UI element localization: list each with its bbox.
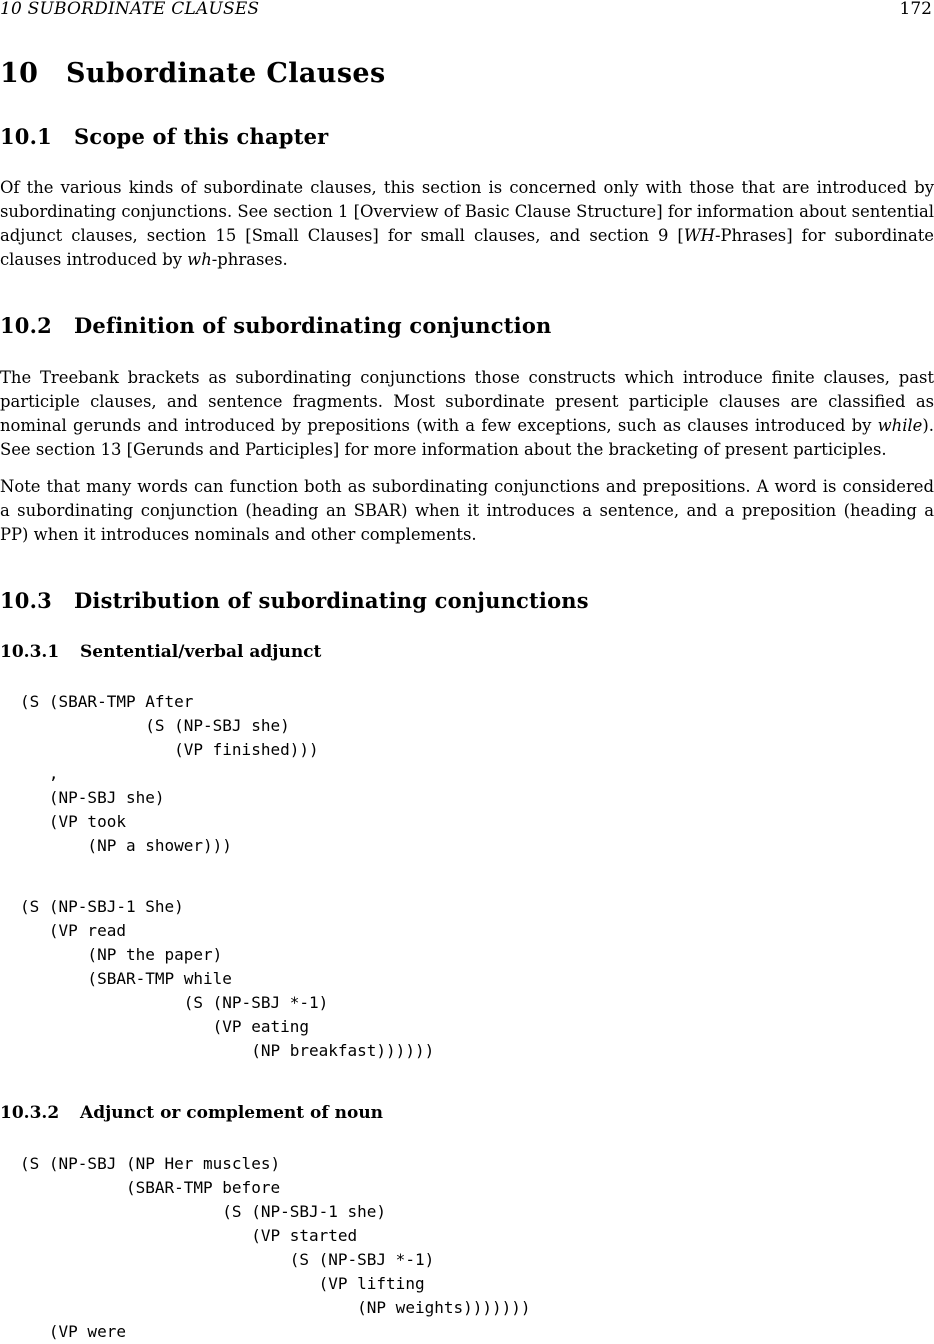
emphasis-text: WH <box>683 226 715 245</box>
subsection-number: 10.3.2 <box>0 1103 60 1123</box>
section-number: 10.2 <box>0 313 52 338</box>
scope-paragraph <box>0 176 934 272</box>
emphasis-text: wh <box>187 250 212 269</box>
subsection-title: Adjunct or complement of noun <box>80 1103 384 1123</box>
section-heading-10-3 <box>0 588 589 613</box>
paragraph-text: The Treebank brackets as subordinating conjunctions those constructs which introduce finite clauses, past participle clauses, and sentence fragments. Most subordinate present participle clauses are classified as nominal gerunds and introduced by prepositions (with a few exceptions, such as clauses introduced by <box>0 368 934 435</box>
subsection-title: Sentential/verbal adjunct <box>80 642 322 662</box>
running-header <box>0 0 934 20</box>
paragraph-text: -phrases. <box>211 250 288 269</box>
section-number: 10.3 <box>0 588 52 613</box>
subsection-heading-10-3-2 <box>0 1103 383 1123</box>
page-number: 172 <box>899 0 932 19</box>
subsection-heading-10-3-1 <box>0 642 321 662</box>
section-heading-10-2 <box>0 313 552 338</box>
paragraph-text: -Phrases] for subordinate clauses introduced by <box>0 226 934 269</box>
running-chapter-title: 10 SUBORDINATE CLAUSES <box>0 0 260 19</box>
note-paragraph: Note that many words can function both as subordinating conjunctions and prepositions. A word is considered a subordinating conjunction (heading an SBAR) when it introduces a sentence, and a preposition (heading a PP) when it introduces nominals and other complements. <box>0 477 934 544</box>
definition-paragraph <box>0 366 934 462</box>
section-title: Definition of subordinating conjunction <box>74 313 552 338</box>
bracketing-example-3: (S (NP-SBJ (NP Her muscles) (SBAR-TMP before (S (NP-SBJ-1 she) (VP started (S (NP-SBJ *-1) (VP lifting (NP weights))))))) (VP were <box>20 1154 531 1341</box>
bracketing-example-1: (S (SBAR-TMP After (S (NP-SBJ she) (VP finished))) , (NP-SBJ she) (VP took (NP a shower))) <box>20 692 319 855</box>
paragraph-text: ). See section 13 [Gerunds and Participles] for more information about the bracketing of present participles. <box>0 416 934 459</box>
emphasis-text: while <box>877 416 923 435</box>
section-title: Scope of this chapter <box>74 124 329 149</box>
bracketing-example-2: (S (NP-SBJ-1 She) (VP read (NP the paper) (SBAR-TMP while (S (NP-SBJ *-1) (VP eating (NP breakfast)))))) <box>20 897 435 1060</box>
section-heading-10-1 <box>0 124 328 149</box>
chapter-heading <box>0 58 386 89</box>
chapter-number: 10 <box>0 58 39 89</box>
subsection-number: 10.3.1 <box>0 642 60 662</box>
section-title: Distribution of subordinating conjunctions <box>74 588 589 613</box>
chapter-title: Subordinate Clauses <box>66 58 386 89</box>
paragraph-text: Of the various kinds of subordinate clauses, this section is concerned only with those that are introduced by subordinating conjunctions. See section 1 [Overview of Basic Clause Structure] for information about sentential adjunct clauses, section 15 [Small Clauses] for small clauses, and section 9 [ <box>0 178 934 245</box>
section-number: 10.1 <box>0 124 52 149</box>
